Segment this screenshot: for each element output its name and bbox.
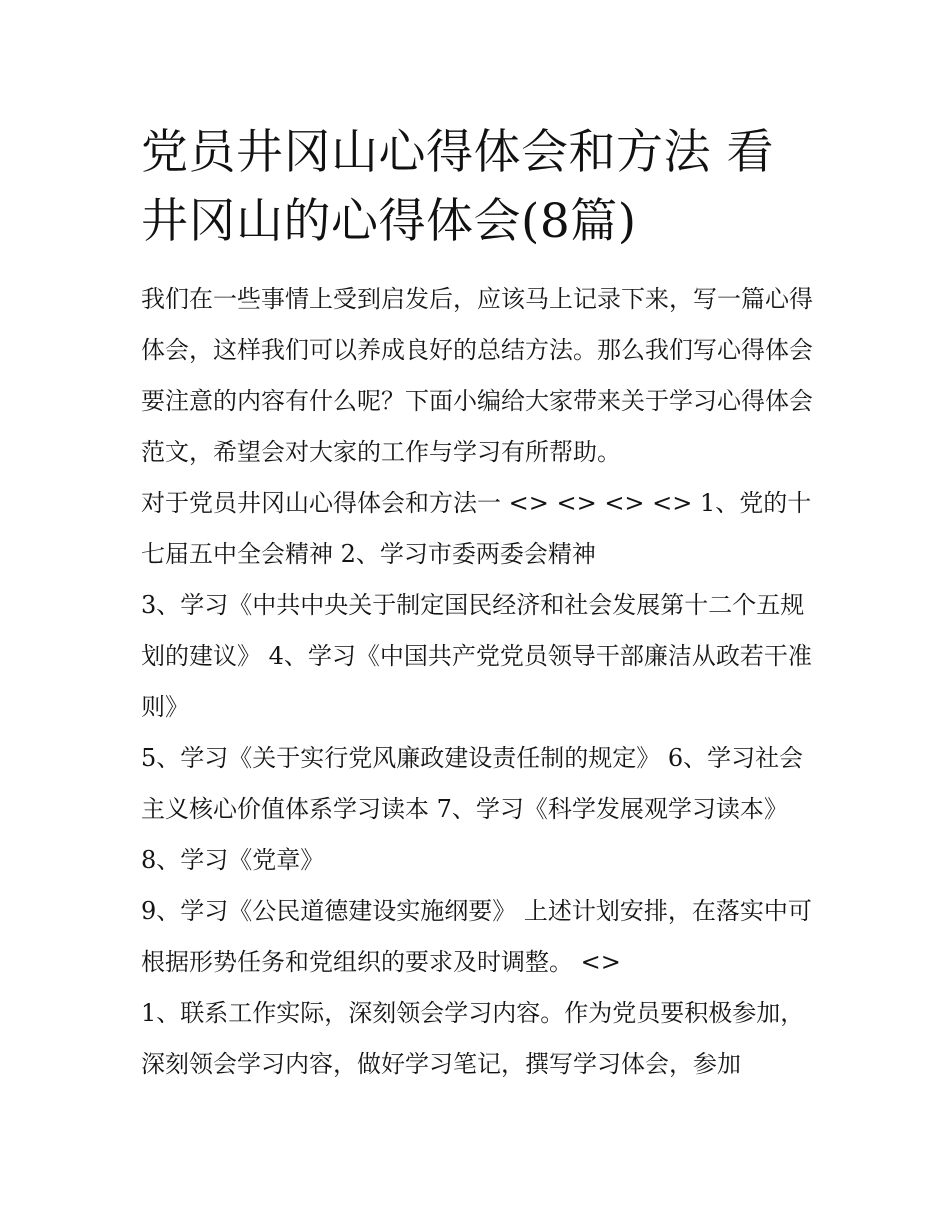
intro-paragraph: 我们在一些事情上受到启发后，应该马上记录下来，写一篇心得体会，这样我们可以养成良好的总结方法。那么我们写心得体会要注意的内容有什么呢？下面小编给大家带来关于学习心得体会范文，希望会对大家的工作与学习有所帮助。 [141, 285, 813, 466]
body-paragraph: 9、学习《公民道德建设实施纲要》 上述计划安排，在落实中可根据形势任务和党组织的要求及时调整。 <> [141, 897, 812, 976]
body-paragraph: 1、联系工作实际，深刻领会学习内容。作为党员要积极参加，深刻领会学习内容，做好学习笔记，撰写学习体会，参加 [141, 999, 805, 1078]
body-paragraph: 5、学习《关于实行党风廉政建设责任制的规定》 6、学习社会主义核心价值体系学习读本 7、学习《科学发展观学习读本》 8、学习《党章》 [141, 744, 804, 874]
document-title: 党员井冈山心得体会和方法 看井冈山的心得体会(8篇) [141, 125, 774, 249]
body-paragraph: 对于党员井冈山心得体会和方法一 <> <> <> <> 1、党的十七届五中全会精神 2、学习市委两委会精神 [141, 489, 812, 568]
document-page [141, 118, 816, 1090]
body-paragraph: 3、学习《中共中央关于制定国民经济和社会发展第十二个五规划的建议》 4、学习《中国共产党党员领导干部廉洁从政若干准则》 [141, 591, 812, 721]
